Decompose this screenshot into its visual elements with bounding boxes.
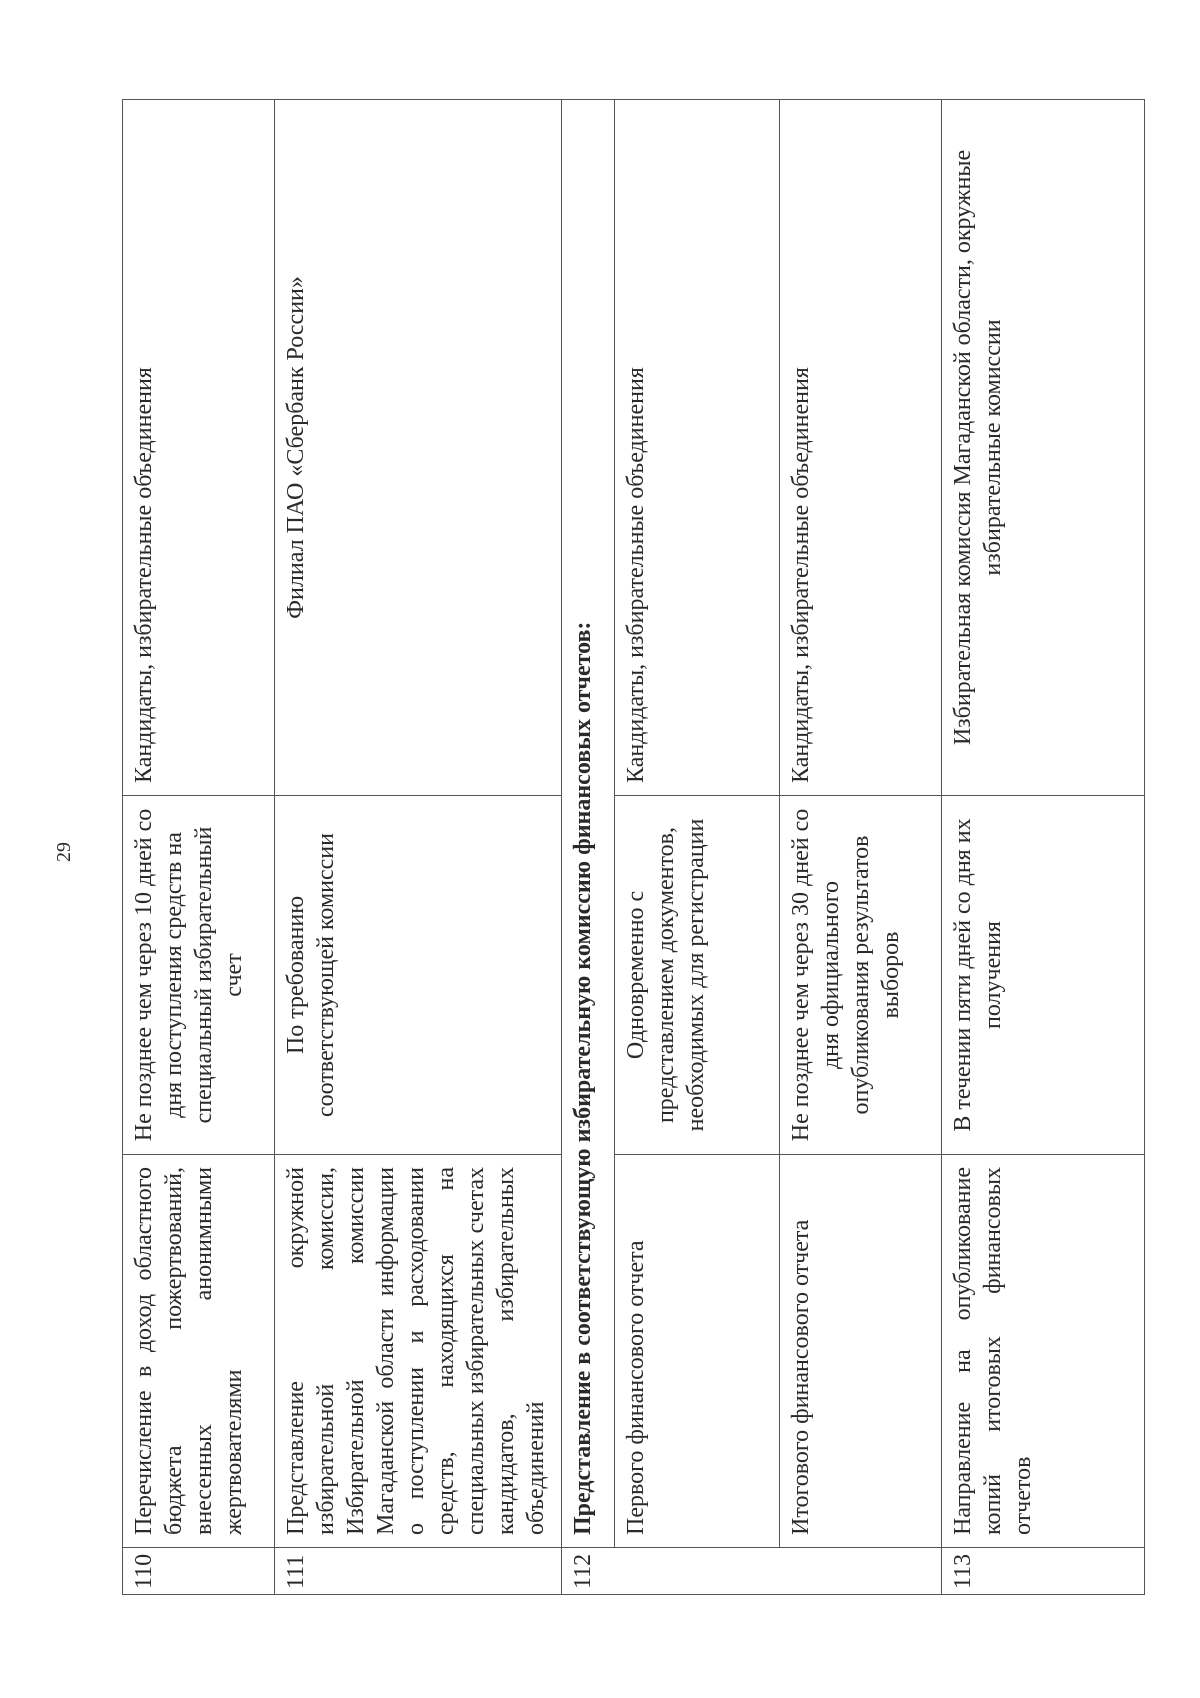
action-cell: Итогового финансового отчета [779, 1155, 941, 1548]
responsible-cell: Кандидаты, избирательные объединения [123, 100, 275, 796]
term-cell: По требованию соответствующей комиссии [275, 796, 562, 1155]
row-number: 110 [123, 1548, 275, 1595]
table-row-112-heading [562, 100, 615, 1595]
action-cell: Первого финансового отчета [615, 1155, 779, 1548]
table-row-110 [123, 100, 275, 1595]
action-cell: Направление на опубликование копий итоговых финансовых отчетов [941, 1155, 1144, 1548]
responsible-cell: Кандидаты, избирательные объединения [779, 100, 941, 796]
term-cell: Не позднее чем через 10 дней со дня поступления средств на специальный избирательный счет [123, 796, 275, 1155]
table-row-111 [275, 100, 562, 1595]
row-number: 112 [562, 1548, 942, 1595]
term-cell: Не позднее чем через 30 дней со дня официального опубликования результатов выборов [779, 796, 941, 1155]
row-number: 113 [941, 1548, 1144, 1595]
term-cell: Одновременно с представлением документов, необходимых для регистрации [615, 796, 779, 1155]
action-cell: Перечисление в доход областного бюджета пожертвований, внесенных анонимными жертвователями [123, 1155, 275, 1548]
responsible-cell: Избирательная комиссия Магаданской области, окружные избирательные комиссии [941, 100, 1144, 796]
row-number: 111 [275, 1548, 562, 1595]
term-cell: В течении пяти дней со дня их получения [941, 796, 1144, 1155]
table-row-112-first [615, 100, 779, 1595]
table-row-113 [941, 100, 1144, 1595]
table-row-112-final [779, 100, 941, 1595]
action-cell: Представление окружной избирательной комиссии, Избирательной комиссии Магаданской области информации о поступлении и расходовании средств, находящихся на специальных избирательных счетах кандидатов, избирательных объединений [275, 1155, 562, 1548]
responsible-cell: Кандидаты, избирательные объединения [615, 100, 779, 796]
responsible-cell: Филиал ПАО «Сбербанк России» [275, 100, 562, 796]
schedule-table [122, 99, 1145, 1595]
section-heading: Представление в соответствующую избирательную комиссию финансовых отчетов: [562, 100, 615, 1548]
page-number: 29 [53, 842, 75, 862]
schedule-table-rotated [122, 100, 1145, 1595]
